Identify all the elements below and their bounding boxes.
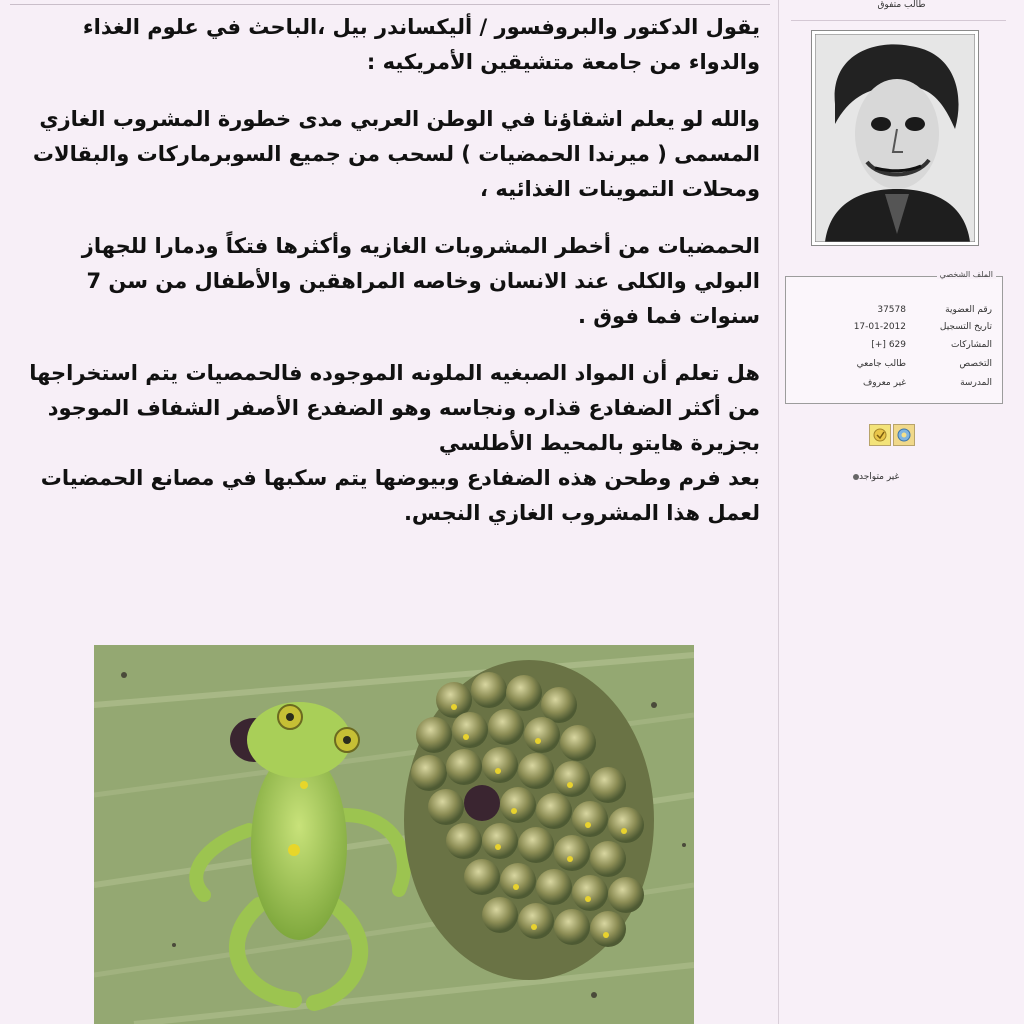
- profile-label: المدرسة: [960, 378, 992, 388]
- post-paragraph-5: بعد فرم وطحن هذه الضفادع وبيوضها يتم سكبها في مصانع الحمضيات لعمل هذا المشروب الغازي النجس.: [40, 466, 760, 525]
- profile-value: طالب جامعي: [856, 359, 906, 369]
- profile-legend: الملف الشخصي: [937, 270, 996, 279]
- profile-posts-link[interactable]: 629 [+]: [871, 340, 906, 350]
- online-status: [849, 472, 899, 482]
- post-body: [20, 10, 760, 553]
- profile-label: رقم العضوية: [945, 305, 992, 315]
- profile-value: غير معروف: [862, 378, 906, 388]
- profile-label: المشاركات: [950, 340, 992, 350]
- profile-value: 17-01-2012: [853, 322, 906, 332]
- medal-icon[interactable]: [893, 424, 915, 446]
- award-icon[interactable]: [869, 424, 891, 446]
- post-paragraph-2: والله لو يعلم اشقاؤنا في الوطن العربي مدى خطورة المشروب الغازي المسمى ( ميرندا الحمضيات ) لسحب من جميع السوبرماركات والبقالات ومحلات التموينات الغذائيه ،: [32, 107, 760, 201]
- profile-row-member-id: [786, 305, 1004, 323]
- profile-row-join-date: [786, 322, 1004, 340]
- frog-photo: [94, 645, 694, 1024]
- post-top-divider: [10, 4, 770, 5]
- profile-row-posts: [786, 340, 1004, 358]
- profile-value: 37578: [877, 305, 906, 315]
- status-text: غير متواجد: [859, 472, 900, 482]
- profile-label: تاريخ التسجيل: [939, 322, 992, 332]
- profile-info-box: [785, 270, 1003, 404]
- avatar[interactable]: [811, 30, 979, 246]
- post-paragraph-3: الحمضيات من أخطر المشروبات الغازيه وأكثرها فتكاً ودمارا للجهاز البولي والكلى عند الانسان وخاصه المراهقين والأطفال من سن 7 سنوات فما فوق .: [81, 234, 760, 328]
- profile-row-school: [786, 378, 1004, 396]
- profile-label: التخصص: [959, 359, 992, 369]
- post-paragraph-4: هل تعلم أن المواد الصبغيه الملونه الموجوده فالحمصيات يتم استخراجها من أكثر الضفادع قذاره ونجاسه وهو الضفدع الأصفر الشفاف الموجود بجزيرة هايتو بالمحيط الأطلسي: [29, 361, 760, 455]
- user-title: طالب متفوق: [877, 0, 926, 10]
- sidebar-divider: [791, 20, 1006, 21]
- profile-row-specialty: [786, 359, 1004, 377]
- user-sidebar: [779, 0, 1024, 1024]
- post-paragraph-1: يقول الدكتور والبروفسور / أليكساندر بيل ،الباحث في علوم الغذاء والدواء من جامعة متشيقين الأمريكيه :: [82, 15, 760, 74]
